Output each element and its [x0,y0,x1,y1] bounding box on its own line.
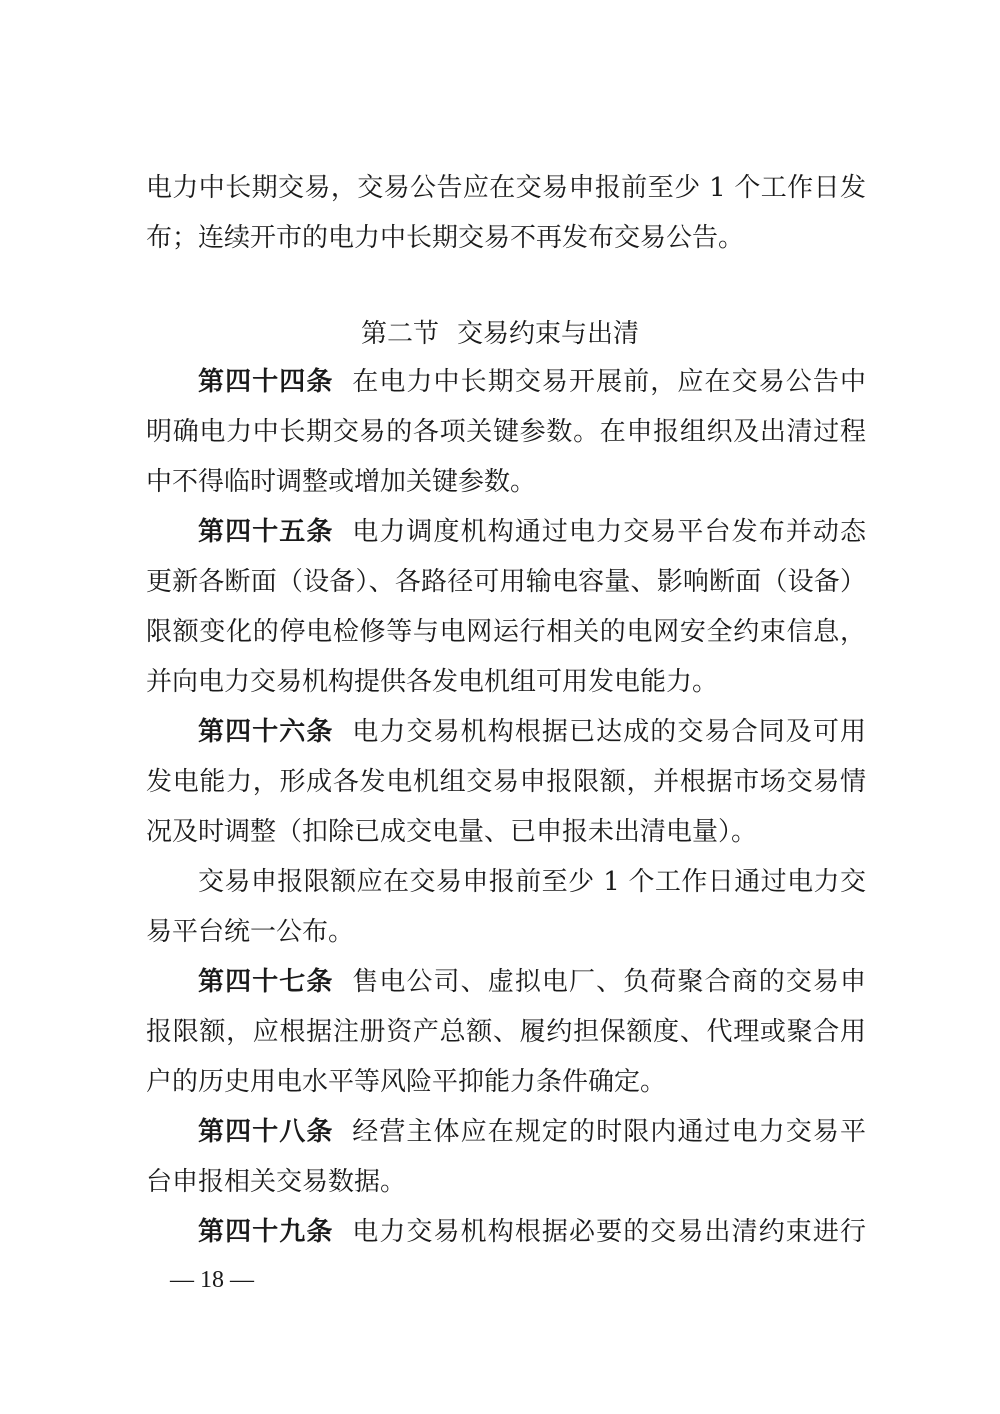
article-46-line-2: 发电能力，形成各发电机组交易申报限额，并根据市场交易情 [146,767,866,797]
article-49-number: 第四十九条 [198,1217,334,1247]
section-number: 第二节 [360,319,439,349]
article-47-number: 第四十七条 [198,967,334,997]
article-45-line-3: 限额变化的停电检修等与电网运行相关的电网安全约束信息， [146,617,866,647]
article-49-first-line [198,1208,866,1256]
article-45-line-2: 更新各断面（设备）、各路径可用输电容量、影响断面（设备） [146,567,866,597]
article-46-number: 第四十六条 [198,717,334,747]
article-48-line-2: 台申报相关交易数据。 [146,1167,407,1197]
article-47-text: 售电公司、虚拟电厂、负荷聚合商的交易申 [352,967,866,997]
continuation-line-2: 布；连续开市的电力中长期交易不再发布交易公告。 [146,223,745,253]
page-number: — 18 — [170,1267,254,1293]
article-47-first-line [198,958,866,1006]
article-45-line-4: 并向电力交易机构提供各发电机组可用发电能力。 [146,667,719,697]
article-46-line-3: 况及时调整（扣除已成交电量、已申报未出清电量）。 [146,817,758,847]
article-47-line-2: 报限额，应根据注册资产总额、履约担保额度、代理或聚合用 [146,1017,866,1047]
article-48-number: 第四十八条 [198,1117,334,1147]
article-44-line-2: 明确电力中长期交易的各项关键参数。在申报组织及出清过程 [146,417,866,447]
article-45-first-line [198,508,866,556]
article-44-text: 在电力中长期交易开展前，应在交易公告中 [352,367,866,397]
article-48-text: 经营主体应在规定的时限内通过电力交易平 [352,1117,866,1147]
article-44-first-line [198,358,866,406]
section-title: 交易约束与出清 [457,319,640,349]
article-49-text: 电力交易机构根据必要的交易出清约束进行 [352,1217,866,1247]
article-47-line-3: 户的历史用电水平等风险平抑能力条件确定。 [146,1067,667,1097]
article-45-number: 第四十五条 [198,517,334,547]
article-46-first-line [198,708,866,756]
continuation-line-1: 电力中长期交易，交易公告应在交易申报前至少 1 个工作日发 [146,173,866,203]
article-46-text: 电力交易机构根据已达成的交易合同及可用 [352,717,866,747]
section-heading [0,310,1000,358]
article-48-first-line [198,1108,866,1156]
article-44-number: 第四十四条 [198,367,334,397]
article-44-line-3: 中不得临时调整或增加关键参数。 [146,467,537,497]
article-46-para-2-first-line: 交易申报限额应在交易申报前至少 1 个工作日通过电力交 [198,867,866,897]
article-46-para-2-line-2: 易平台统一公布。 [146,917,355,947]
article-45-text: 电力调度机构通过电力交易平台发布并动态 [352,517,866,547]
